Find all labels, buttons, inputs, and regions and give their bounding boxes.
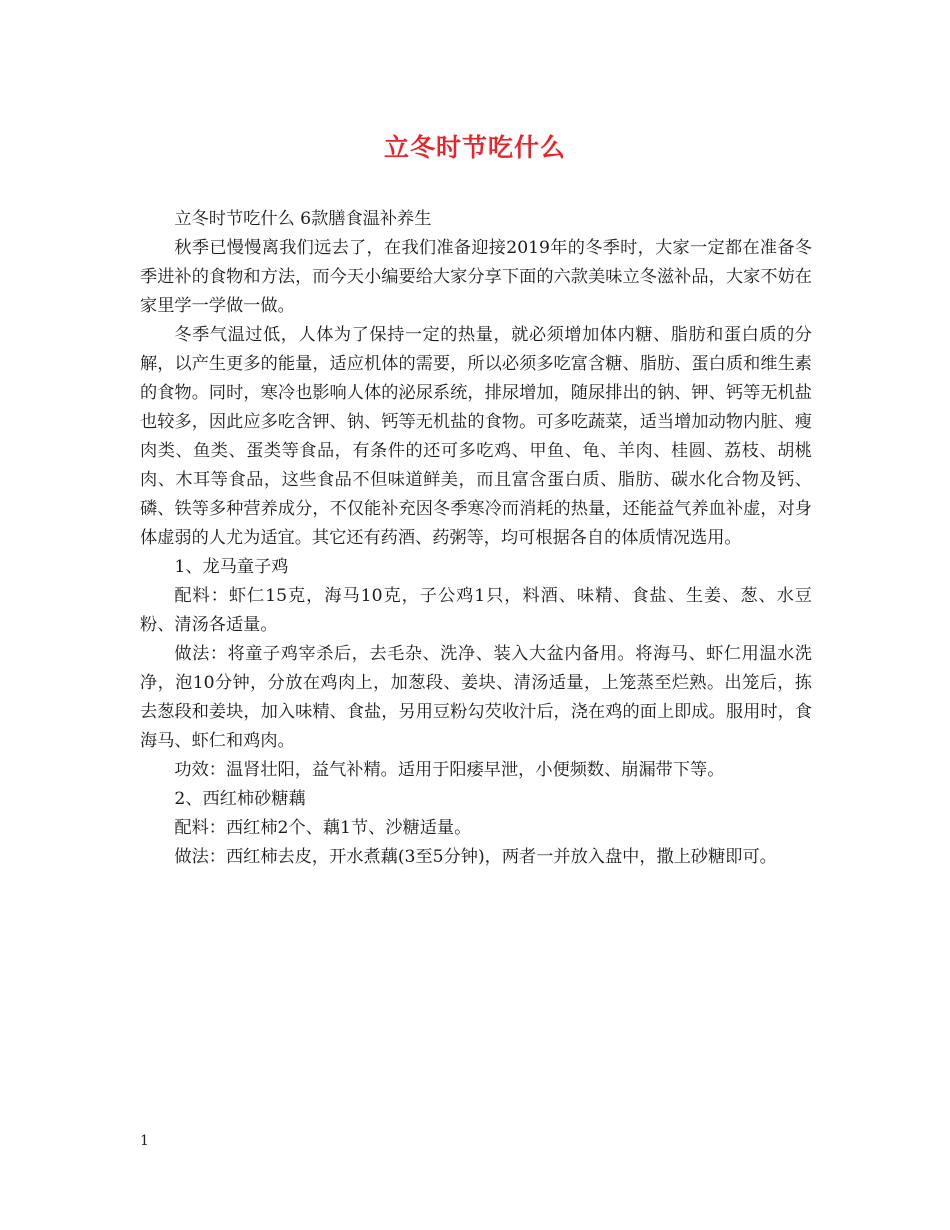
recipe-1-heading: 1、龙马童子鸡 [174, 557, 289, 577]
recipe-2-heading: 2、西红柿砂糖藕 [174, 789, 306, 809]
recipe-2-method: 做法：西红柿去皮，开水煮藕(3至5分钟)，两者一并放入盘中，撒上砂糖即可。 [174, 847, 777, 867]
recipe-2-ingredients: 配料：西红柿2个、藕1节、沙糖适量。 [174, 818, 472, 838]
document-title: 立冬时节吃什么 [383, 133, 566, 162]
recipe-1-method: 做法：将童子鸡宰杀后，去毛杂、洗净、装入大盆内备用。将海马、虾仁用温水洗净，泡10分钟，分放在鸡肉上，加葱段、姜块、清汤适量，上笼蒸至烂熟。出笼后，拣去葱段和姜块，加入味精、食盐，另用豆粉勾芡收汁后，浇在鸡的面上即成。服用时，食海马、虾仁和鸡肉。 [140, 644, 812, 751]
intro-paragraph: 秋季已慢慢离我们远去了，在我们准备迎接2019年的冬季时，大家一定都在准备冬季进补的食物和方法，而今天小编要给大家分享下面的六款美味立冬滋补品，大家不妨在家里学一学做一做。 [140, 238, 812, 316]
document-body [140, 205, 812, 872]
page-number: 1 [140, 1133, 149, 1149]
nutrition-paragraph: 冬季气温过低，人体为了保持一定的热量，就必须增加体内糖、脂肪和蛋白质的分解，以产生更多的能量，适应机体的需要，所以必须多吃富含糖、脂肪、蛋白质和维生素的食物。同时，寒冷也影响人体的泌尿系统，排尿增加，随尿排出的钠、钾、钙等无机盐也较多，因此应多吃含钾、钠、钙等无机盐的食物。可多吃蔬菜，适当增加动物内脏、瘦肉类、鱼类、蛋类等食品，有条件的还可多吃鸡、甲鱼、龟、羊肉、桂圆、荔枝、胡桃肉、木耳等食品，这些食品不但味道鲜美，而且富含蛋白质、脂肪、碳水化合物及钙、磷、铁等多种营养成分，不仅能补充因冬季寒冷而消耗的热量，还能益气养血补虚，对身体虚弱的人尤为适宜。其它还有药酒、药粥等，均可根据各自的体质情况选用。 [140, 325, 812, 548]
recipe-1-ingredients: 配料：虾仁15克，海马10克，子公鸡1只，料酒、味精、食盐、生姜、葱、水豆粉、清汤各适量。 [140, 586, 812, 635]
subtitle-paragraph: 立冬时节吃什么 6款膳食温补养生 [174, 209, 432, 229]
recipe-1-effect: 功效：温肾壮阳，益气补精。适用于阳痿早泄，小便频数、崩漏带下等。 [174, 760, 725, 780]
